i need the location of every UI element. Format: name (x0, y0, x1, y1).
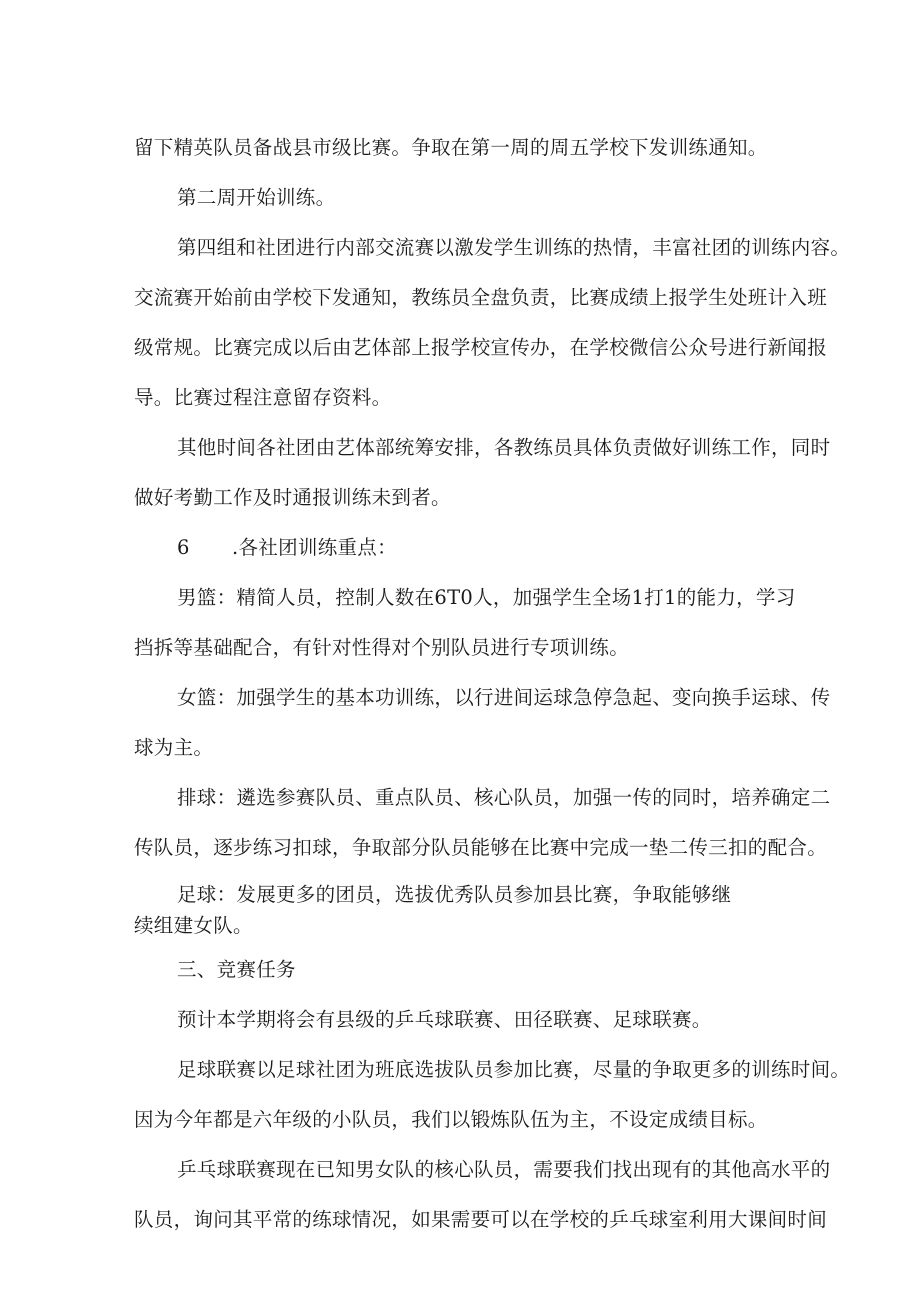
text-line: 足球联赛以足球社团为班底选拔队员参加比赛，尽量的争取更多的训练时间。 (177, 1058, 851, 1081)
section-heading: 三、竞赛任务 (177, 958, 296, 981)
text-line: 第四组和社团进行内部交流赛以激发学生训练的热情，丰富社团的训练内容。 (177, 236, 851, 259)
text-line: 足球：发展更多的团员，选拔优秀队员参加县比赛，争取能够继 (177, 883, 732, 906)
text-line: 其他时间各社团由艺体部统筹安排，各教练员具体负责做好训练工作，同时 (177, 436, 831, 459)
text-line: 级常规。比赛完成以后由艺体部上报学校宣传办，在学校微信公众号进行新闻报 (134, 336, 828, 359)
heading-number: 6 (177, 536, 190, 559)
text-line: 传队员，逐步练习扣球，争取部分队员能够在比赛中完成一垫二传三扣的配合。 (134, 836, 828, 859)
text-line: 第二周开始训练。 (177, 186, 336, 209)
text-line: 续组建女队。 (134, 914, 253, 937)
heading-text: .各社团训练重点： (232, 536, 397, 559)
text-line: 男篮：精简人员，控制人数在6T0人，加强学生全场1打1的能力，学习 (177, 586, 796, 609)
text-line: 留下精英队员备战县市级比赛。争取在第一周的周五学校下发训练通知。 (134, 136, 768, 159)
text-line: 因为今年都是六年级的小队员，我们以锻炼队伍为主，不设定成绩目标。 (134, 1108, 768, 1131)
text-line: 排球：遴选参赛队员、重点队员、核心队员，加强一传的同时，培养确定二 (177, 786, 831, 809)
text-line: 挡拆等基础配合，有针对性得对个别队员进行专项训练。 (134, 636, 630, 659)
text-line: 预计本学期将会有县级的乒乓球联赛、田径联赛、足球联赛。 (177, 1008, 712, 1031)
text-line: 导。比赛过程注意留存资料。 (134, 386, 392, 409)
text-line: 交流赛开始前由学校下发通知，教练员全盘负责，比赛成绩上报学生处班计入班 (134, 286, 828, 309)
text-line: 做好考勤工作及时通报训练未到者。 (134, 486, 451, 509)
text-line: 球为主。 (134, 736, 214, 759)
text-line: 女篮：加强学生的基本功训练，以行进间运球急停急起、变向换手运球、传 (177, 686, 831, 709)
text-line: 乒乓球联赛现在已知男女队的核心队员，需要我们找出现有的其他高水平的 (177, 1158, 831, 1181)
text-line: 队员，询问其平常的练球情况，如果需要可以在学校的乒乓球室利用大课间时间 (134, 1208, 828, 1231)
